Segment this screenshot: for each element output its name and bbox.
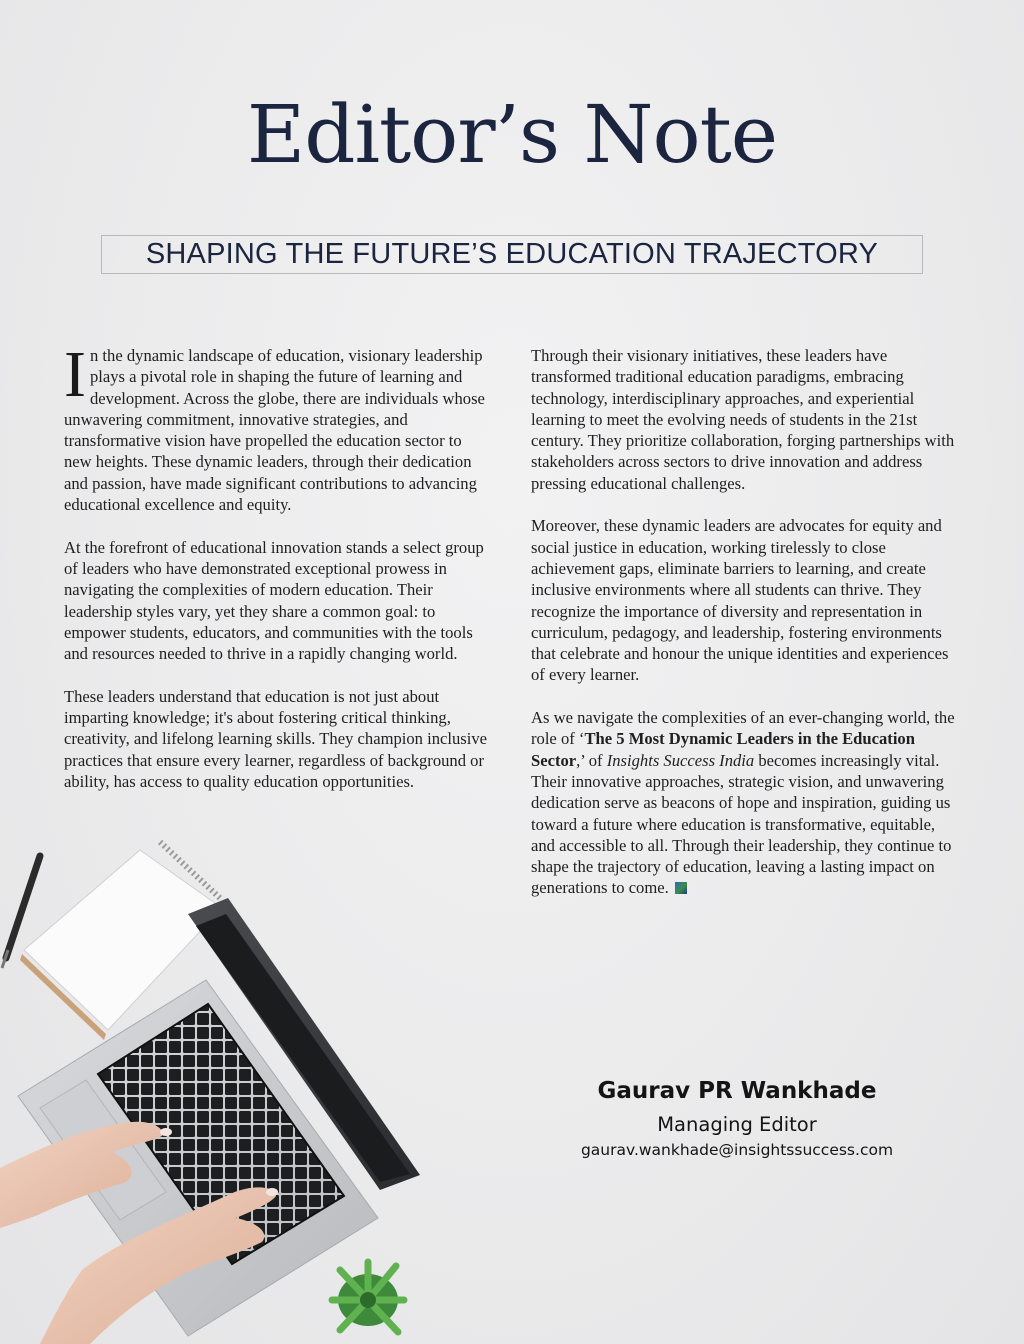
- paragraph-6-italic: Insights Success India: [606, 750, 755, 770]
- signature-email: gaurav.wankhade@insightssuccess.com: [580, 1141, 894, 1159]
- paragraph-1: [64, 338, 492, 515]
- paragraph-6-text-d: generations to come.: [531, 878, 669, 898]
- signature-role: Managing Editor: [657, 1113, 817, 1136]
- signature-name: Gaurav PR Wankhade: [597, 1078, 877, 1104]
- page-title: Editor’s Note: [246, 88, 778, 181]
- subtitle: SHAPING THE FUTURE’S EDUCATION TRAJECTORY: [145, 238, 879, 270]
- paragraph-6-text-a: As we navigate the complexities of an ever-changing world, the role of ‘: [531, 708, 955, 749]
- end-mark-icon: [675, 882, 687, 894]
- paragraph-6-text-c: becomes increasingly vital. Their innovative approaches, strategic vision, and unwavering dedication serve as beacons of hope and inspiration, guiding us toward a future where education is transformative, equitable, and accessible to all. Through their leadership, they continue to shape the trajectory of education, leaving a lasting impact on: [531, 750, 952, 877]
- article-column-right: [531, 345, 963, 920]
- drop-cap: I: [64, 338, 86, 411]
- paragraph-4: Through their visionary initiatives, these leaders have transformed traditional education paradigms, embracing technology, interdisciplinary approaches, and experiential learning to meet the evolving needs of students in the 21st century. They prioritize collaboration, forging partnerships with stakeholders across sectors to drive innovation and address pressing educational challenges.: [531, 346, 955, 493]
- succulent-plant-icon: [332, 1262, 404, 1332]
- paragraph-6-text-b: ,’ of: [576, 750, 607, 770]
- paragraph-2: At the forefront of educational innovation stands a select group of leaders who have demonstrated exceptional prowess in navigating the complexities of modern education. Their leadership styles vary, yet they share a common goal: to empower students, educators, and communities with the tools and resources needed to thrive in a rapidly changing world.: [64, 537, 484, 664]
- subtitle-box: [101, 235, 923, 274]
- paragraph-6: [531, 707, 963, 899]
- article-column-left: [64, 338, 492, 814]
- paragraph-5: Moreover, these dynamic leaders are advocates for equity and social justice in education, working tirelessly to close achievement gaps, eliminate barriers to learning, and create inclusive environments where all students can thrive. They recognize the importance of diversity and representation in curriculum, pedagogy, and leadership, fostering environments that celebrate and honour the unique identities and experiences of every learner.: [531, 516, 949, 685]
- laptop-desk-illustration: [0, 830, 470, 1344]
- paragraph-1-text: n the dynamic landscape of education, visionary leadership plays a pivotal role in shaping the future of learning and development. Across the globe, there are individuals whose unwavering commitment, innovative strategies, and transformative vision have propelled the education sector to new heights. These dynamic leaders, through their dedication and passion, have made significant contributions to advancing educational excellence and equity.: [64, 346, 485, 515]
- paragraph-3: These leaders understand that education is not just about imparting knowledge; it's about fostering critical thinking, creativity, and lifelong learning skills. They champion inclusive practices that ensure every learner, regardless of background or ability, has access to quality education opportunities.: [64, 686, 488, 791]
- paragraph-6-bold: The 5 Most Dynamic Leaders in the Education Sector: [531, 729, 915, 770]
